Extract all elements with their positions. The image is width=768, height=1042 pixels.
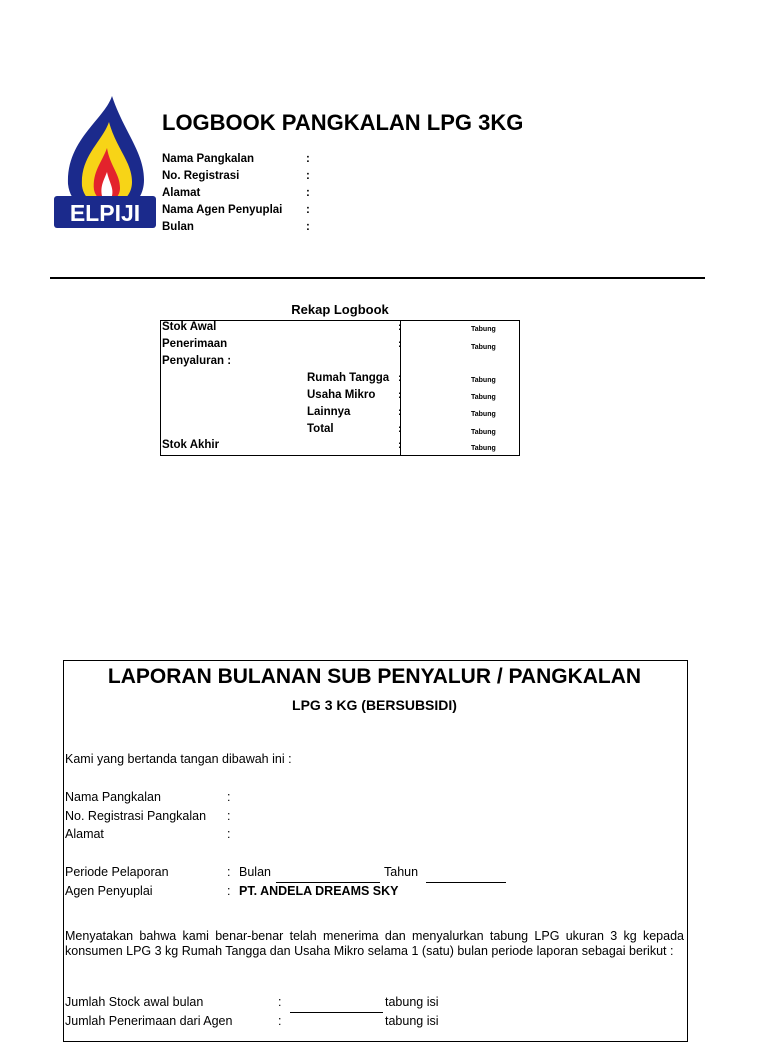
rekap-colon: : bbox=[398, 439, 402, 451]
periode-tahun-label: Tahun bbox=[384, 865, 419, 879]
rekap-label-penerimaan: Penerimaan bbox=[162, 338, 228, 350]
laporan-label-agen: Agen Penyuplai bbox=[65, 884, 153, 898]
stock-colon: : bbox=[278, 1014, 282, 1028]
rekap-unit: Tabung bbox=[471, 326, 496, 333]
rekap-colon: : bbox=[398, 406, 402, 418]
laporan-colon: : bbox=[227, 809, 231, 823]
agen-value: PT. ANDELA DREAMS SKY bbox=[239, 884, 399, 898]
laporan-title: LAPORAN BULANAN SUB PENYALUR / PANGKALAN bbox=[107, 665, 642, 688]
field-label-nama-pangkalan: Nama Pangkalan bbox=[162, 153, 255, 165]
rekap-unit: Tabung bbox=[471, 445, 496, 452]
page-title: LOGBOOK PANGKALAN LPG 3KG bbox=[162, 110, 524, 135]
rekap-label-penyaluran: Penyaluran : bbox=[162, 355, 232, 367]
field-label-nama-agen: Nama Agen Penyuplai bbox=[162, 204, 283, 216]
rekap-unit: Tabung bbox=[471, 429, 496, 436]
laporan-label-nama-pangkalan: Nama Pangkalan bbox=[65, 790, 161, 804]
rekap-title: Rekap Logbook bbox=[291, 302, 389, 317]
stock-label-penerimaan: Jumlah Penerimaan dari Agen bbox=[65, 1014, 233, 1028]
rekap-unit: Tabung bbox=[471, 411, 496, 418]
rekap-colon: : bbox=[398, 338, 402, 350]
field-colon: : bbox=[306, 187, 310, 199]
laporan-label-alamat: Alamat bbox=[65, 827, 104, 841]
rekap-label-stok-akhir: Stok Akhir bbox=[162, 439, 220, 451]
rekap-label-total: Total bbox=[307, 423, 334, 435]
rekap-colon: : bbox=[398, 389, 402, 401]
field-colon: : bbox=[306, 153, 310, 165]
laporan-colon: : bbox=[227, 884, 231, 898]
laporan-statement: Menyatakan bahwa kami benar-benar telah menerima dan menyalurkan tabung LPG ukuran 3 kg kepada konsumen LPG 3 kg Rumah Tangga dan Usaha Mikro selama 1 (satu) bulan periode laporan sebagai berikut : bbox=[65, 929, 684, 958]
laporan-subtitle: LPG 3 KG (BERSUBSIDI) bbox=[292, 697, 457, 713]
periode-bulan-blank bbox=[276, 882, 380, 883]
laporan-form bbox=[63, 660, 688, 1042]
stock-colon: : bbox=[278, 995, 282, 1009]
periode-bulan-label: Bulan bbox=[239, 865, 271, 879]
laporan-label-no-registrasi: No. Registrasi Pangkalan bbox=[65, 809, 207, 823]
periode-tahun-blank bbox=[426, 882, 506, 883]
field-label-no-registrasi: No. Registrasi bbox=[162, 170, 240, 182]
header-divider bbox=[50, 277, 705, 279]
field-colon: : bbox=[306, 170, 310, 182]
laporan-colon: : bbox=[227, 827, 231, 841]
rekap-unit: Tabung bbox=[471, 344, 496, 351]
field-colon: : bbox=[306, 204, 310, 216]
field-colon: : bbox=[306, 221, 310, 233]
rekap-unit: Tabung bbox=[471, 394, 496, 401]
laporan-colon: : bbox=[227, 865, 231, 879]
laporan-intro: Kami yang bertanda tangan dibawah ini : bbox=[65, 752, 292, 766]
rekap-colon: : bbox=[398, 423, 402, 435]
stock-unit: tabung isi bbox=[385, 995, 439, 1009]
rekap-label-rumah-tangga: Rumah Tangga bbox=[307, 372, 390, 384]
stock-label-awal: Jumlah Stock awal bulan bbox=[65, 995, 204, 1009]
field-label-alamat: Alamat bbox=[162, 187, 201, 199]
rekap-label-stok-awal: Stok Awal bbox=[162, 321, 217, 333]
stock-unit: tabung isi bbox=[385, 1014, 439, 1028]
rekap-colon: : bbox=[398, 372, 402, 384]
rekap-unit: Tabung bbox=[471, 377, 496, 384]
rekap-colon: : bbox=[398, 321, 402, 333]
laporan-label-periode: Periode Pelaporan bbox=[65, 865, 169, 879]
elpiji-logo bbox=[52, 92, 160, 232]
field-label-bulan: Bulan bbox=[162, 221, 194, 233]
logo-text: ELPIJI bbox=[69, 200, 141, 226]
rekap-label-usaha-mikro: Usaha Mikro bbox=[307, 389, 376, 401]
stock-awal-blank bbox=[290, 1012, 383, 1013]
laporan-colon: : bbox=[227, 790, 231, 804]
rekap-label-lainnya: Lainnya bbox=[307, 406, 351, 418]
